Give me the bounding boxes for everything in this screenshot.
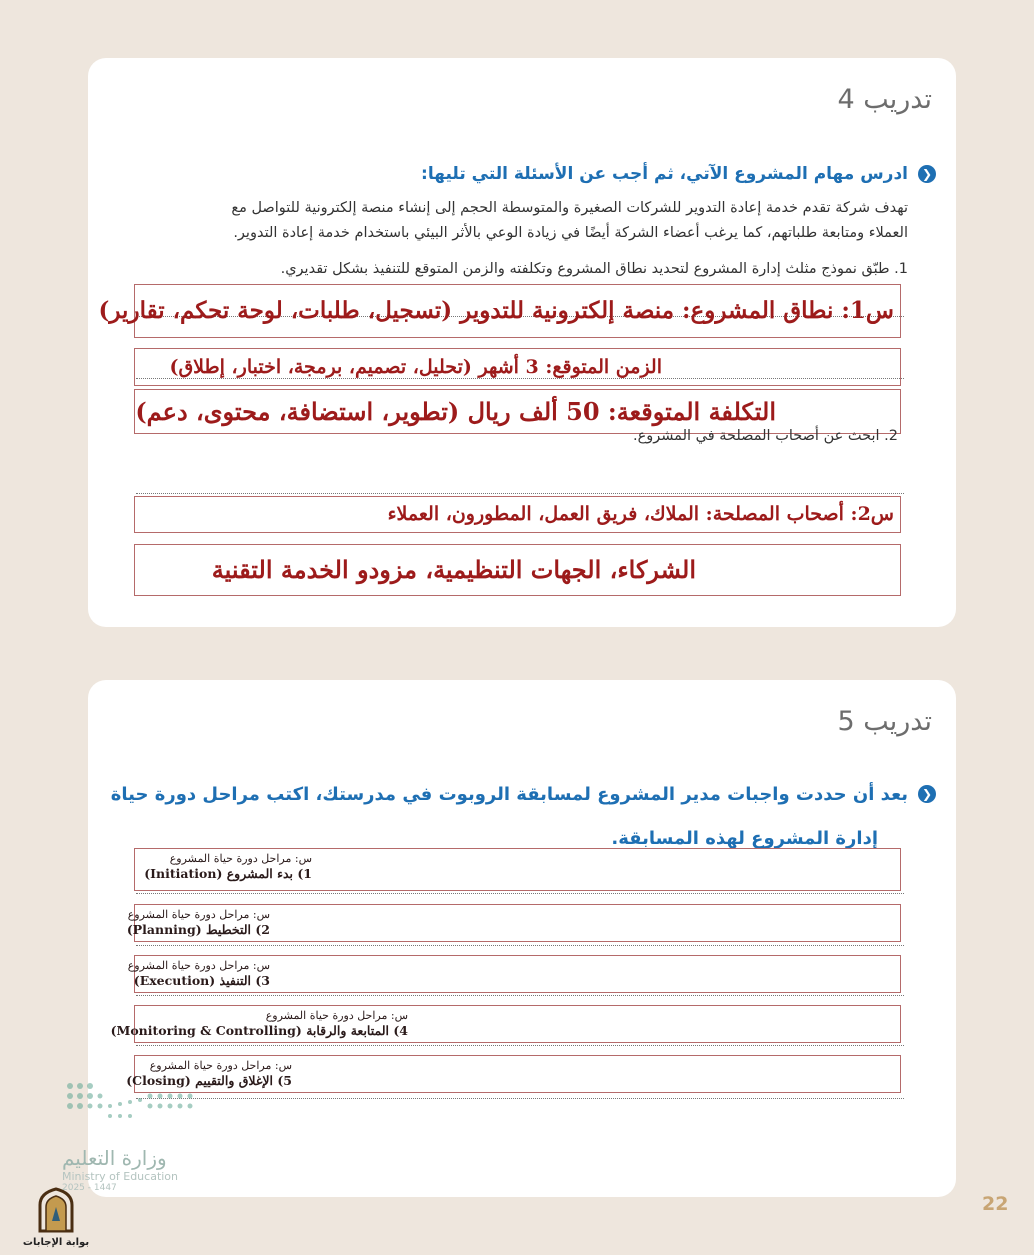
paragraph-line-1: تهدف شركة تقدم خدمة إعادة التدوير للشركات الصغيرة والمتوسطة الحجم إلى إنشاء منصة إلكترونية للتواصل مع	[231, 200, 908, 216]
dots-pattern-icon	[62, 1078, 202, 1128]
instruction-line-1: بعد أن حددت واجبات مدير المشروع لمسابقة الروبوت في مدرستك، اكتب مراحل دورة حياة	[110, 784, 908, 805]
exercise-5-card	[88, 680, 956, 1197]
exercise-4-instruction	[421, 164, 933, 184]
answer-2-line-1: س2: أصحاب المصلحة: الملاك، فريق العمل، المطورون، العملاء	[134, 496, 901, 533]
exercise-5-title: تدريب 5	[837, 706, 932, 737]
stage-2-answer	[126, 904, 901, 942]
stage-answer: 1) بدء المشروع (Initiation)	[144, 866, 312, 881]
stage-answer: 4) المتابعة والرقابة (Monitoring & Controlling)	[110, 1023, 408, 1038]
exercise-4-card	[88, 58, 956, 627]
answer-dotted-line	[136, 893, 904, 894]
stage-4-answer	[110, 1005, 901, 1043]
ministry-year: 2025 - 1447	[62, 1183, 117, 1193]
answer-1-cost: التكلفة المتوقعة: 50 ألف ريال (تطوير، استضافة، محتوى، دعم)	[134, 389, 901, 434]
stage-3-answer	[127, 955, 901, 993]
question-1: 1. طبّق نموذج مثلث إدارة المشروع لتحديد نطاق المشروع وتكلفته والزمن المتوقع للتنفيذ بشكل تقديري.	[280, 261, 908, 277]
stage-answer: 2) التخطيط (Planning)	[126, 922, 270, 937]
stage-question: س: مراحل دورة حياة المشروع	[127, 908, 270, 921]
ministry-name-en: Ministry of Education	[62, 1170, 179, 1183]
answer-1-scope: س1: نطاق المشروع: منصة إلكترونية للتدوير (تسجيل، طلبات، لوحة تحكم، تقارير)	[134, 284, 901, 338]
answer-dotted-line	[136, 1045, 904, 1046]
answer-dotted-line	[136, 995, 904, 996]
answer-1-time: الزمن المتوقع: 3 أشهر (تحليل، تصميم، برمجة، اختبار، إطلاق)	[134, 348, 901, 386]
stage-question: س: مراحل دورة حياة المشروع	[149, 1059, 292, 1072]
instruction-text: ادرس مهام المشروع الآتي، ثم أجب عن الأسئلة التي تليها:	[421, 164, 908, 184]
stage-question: س: مراحل دورة حياة المشروع	[127, 959, 270, 972]
stage-answer: 3) التنفيذ (Execution)	[133, 973, 270, 988]
answer-dotted-line	[136, 493, 904, 494]
exercise-5-instruction	[110, 784, 933, 805]
instruction-line-2: إدارة المشروع لهذه المسابقة.	[611, 828, 878, 849]
paragraph-line-2: العملاء ومتابعة طلباتهم، كما يرغب أعضاء الشركة أيضًا في زيادة الوعي بالأثر البيئي باستخدام خدمة إعادة التدوير.	[233, 225, 908, 241]
answer-dotted-line	[136, 1098, 904, 1099]
chevron-bullet-icon: ❮	[918, 785, 936, 803]
answer-2-line-2: الشركاء، الجهات التنظيمية، مزودو الخدمة التقنية	[134, 544, 901, 596]
mosque-arch-icon	[16, 1187, 96, 1233]
portal-label: بوابة الإجابات	[22, 1237, 90, 1248]
chevron-bullet-icon: ❮	[918, 165, 936, 183]
stage-question: س: مراحل دورة حياة المشروع	[265, 1009, 408, 1022]
stage-1-answer	[134, 848, 901, 891]
stage-question: س: مراحل دورة حياة المشروع	[169, 852, 312, 865]
question-2: 2. ابحث عن أصحاب المصلحة في المشروع.	[632, 428, 898, 444]
ministry-name-ar: وزارة التعليم	[62, 1146, 167, 1170]
stage-answer: 5) الإغلاق والتقييم (Closing)	[126, 1073, 292, 1088]
answer-dotted-line	[136, 945, 904, 946]
ministry-logo	[62, 1078, 212, 1198]
page-number: 22	[982, 1193, 1009, 1215]
stage-5-answer	[126, 1055, 901, 1093]
exercise-4-title: تدريب 4	[837, 84, 932, 115]
answers-portal-logo	[16, 1187, 96, 1251]
